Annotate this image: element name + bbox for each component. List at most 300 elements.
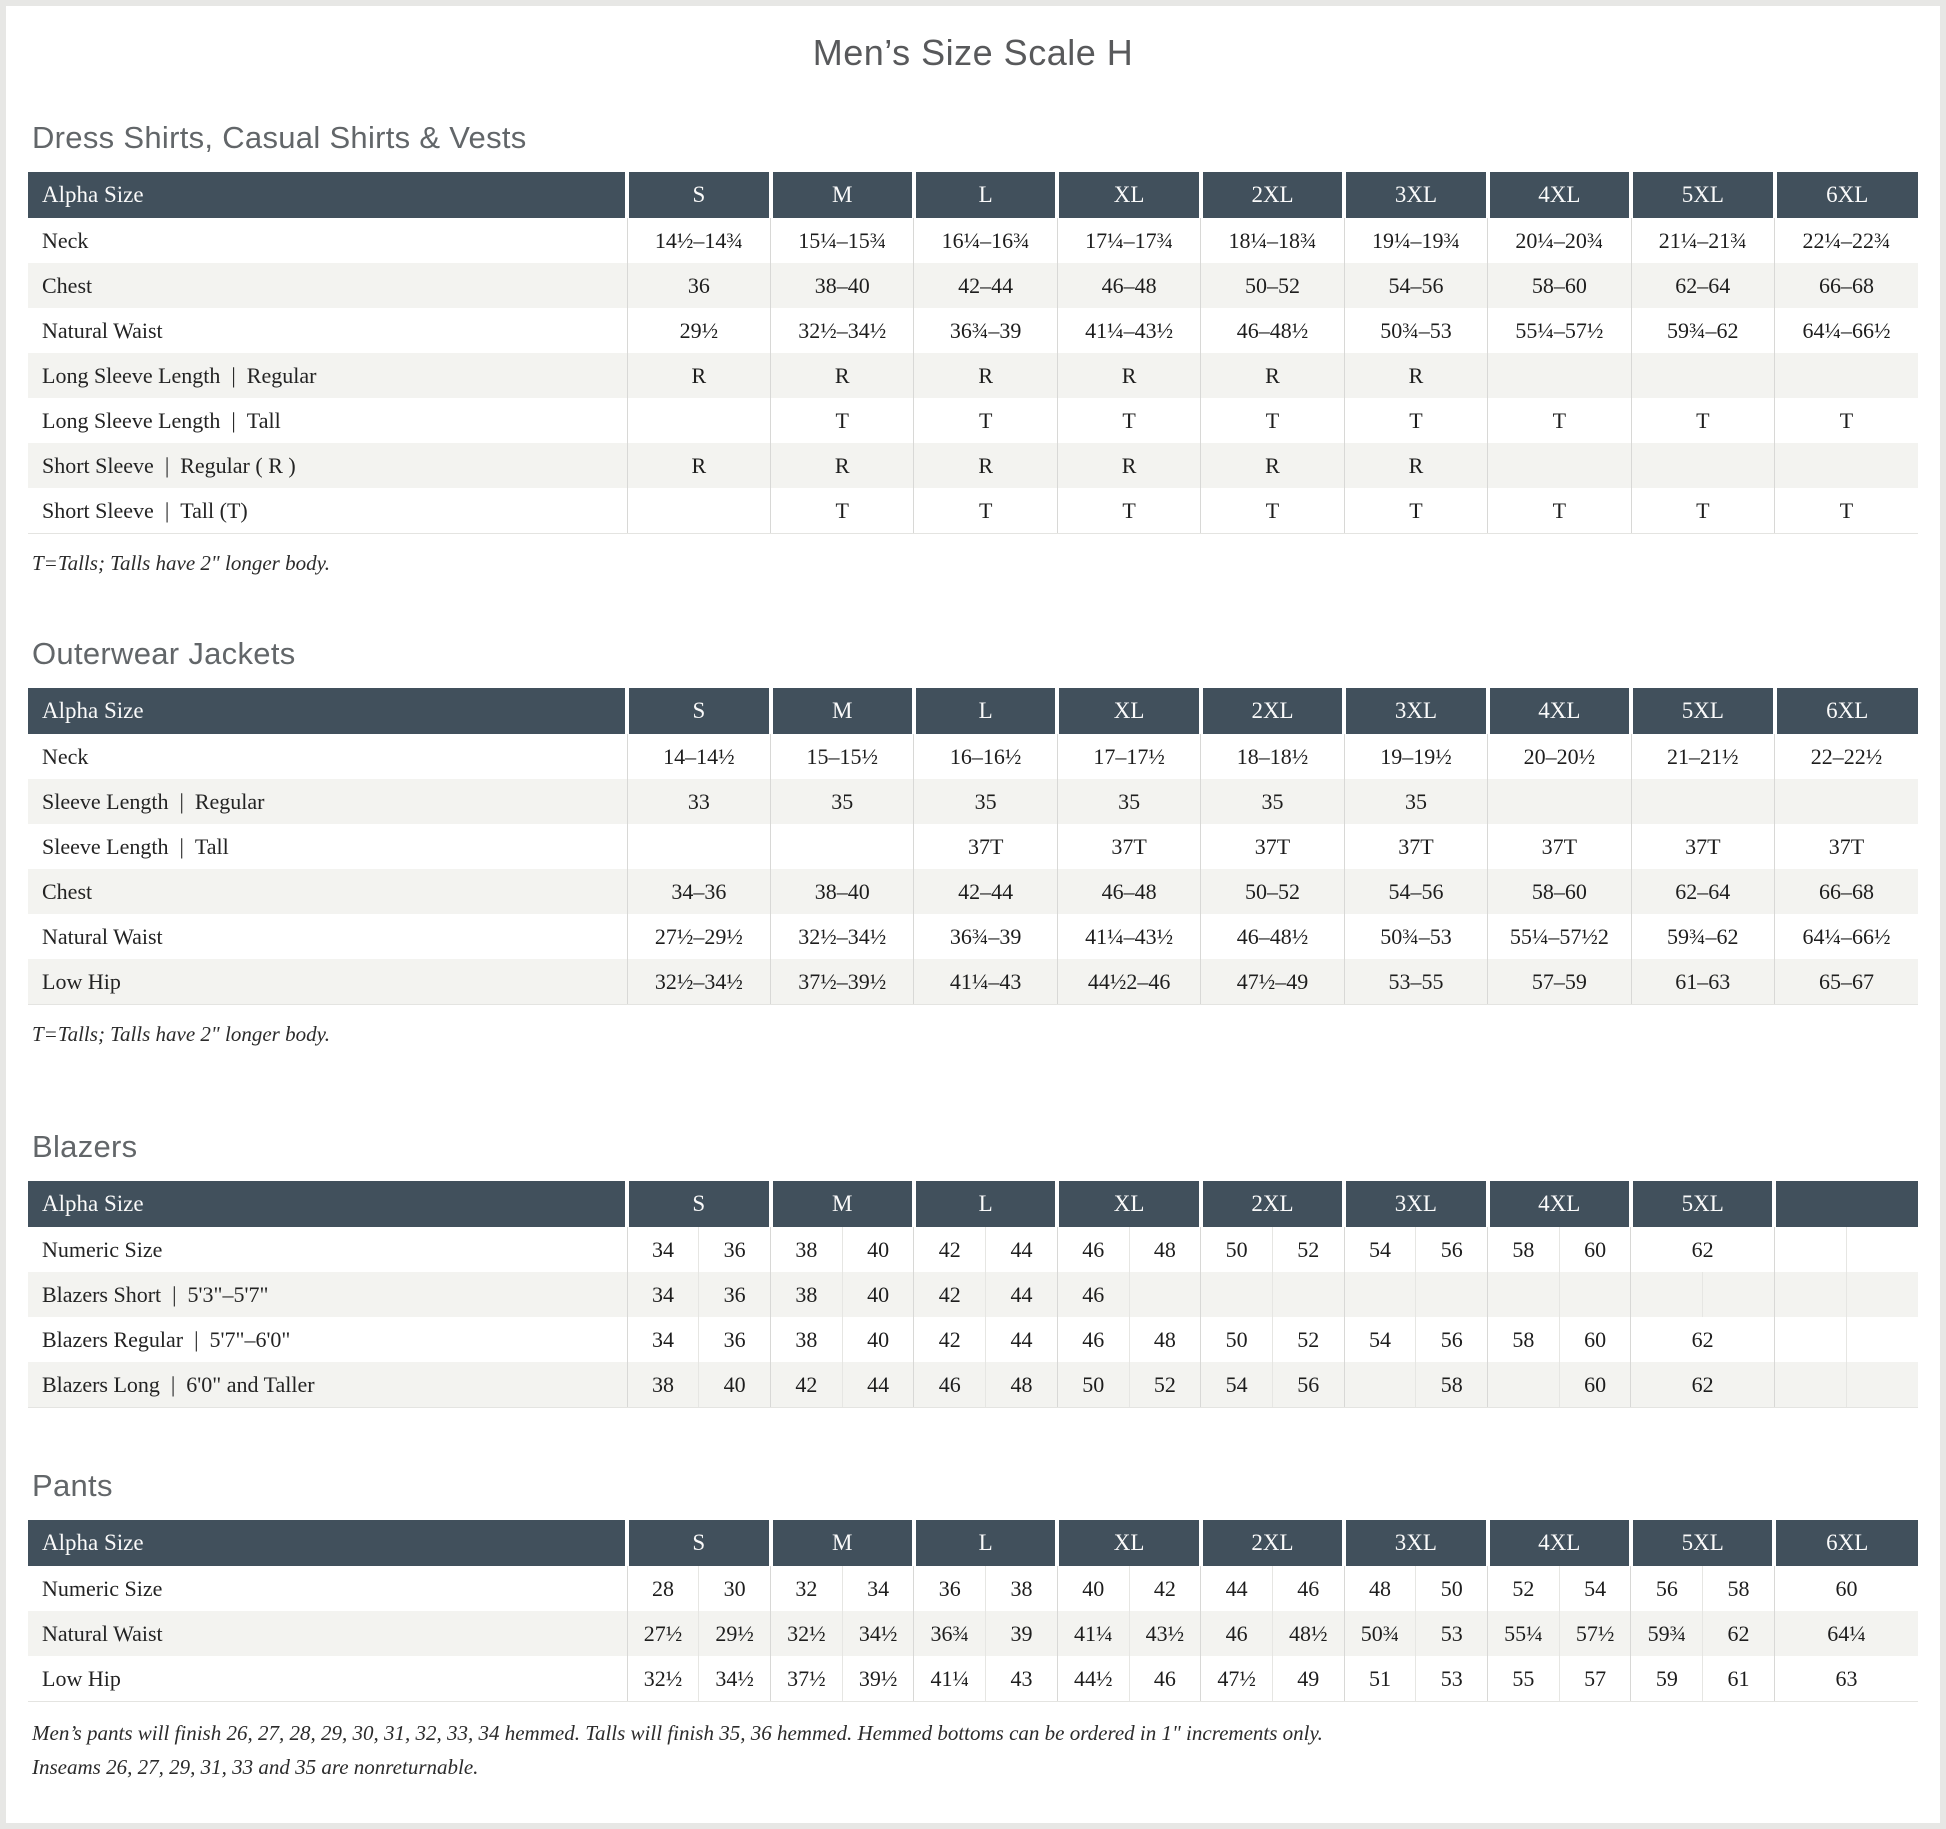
col-header: XL bbox=[1057, 172, 1200, 218]
col-header: 5XL bbox=[1631, 1520, 1774, 1566]
col-header: XL bbox=[1057, 1520, 1200, 1566]
value-cell: 55¼–57½2 bbox=[1488, 914, 1631, 959]
value-cell: 55 bbox=[1488, 1656, 1560, 1702]
table-row bbox=[28, 1611, 1918, 1656]
corner-header: Alpha Size bbox=[28, 172, 627, 218]
value-cell: 41¼ bbox=[914, 1656, 986, 1702]
section-heading: Outerwear Jackets bbox=[32, 636, 296, 671]
footnote: T=Talls; Talls have 2" longer body. bbox=[32, 551, 330, 575]
col-header: S bbox=[627, 1181, 770, 1227]
value-cell: 37T bbox=[1201, 824, 1344, 869]
value-cell: 36 bbox=[914, 1566, 986, 1611]
value-cell: 37½–39½ bbox=[771, 959, 914, 1005]
size-table-dress-shirts bbox=[28, 172, 1918, 534]
value-cell bbox=[1344, 1272, 1416, 1317]
value-cell: 50 bbox=[1057, 1362, 1129, 1408]
row-label: Blazers Short | 5'3"–5'7" bbox=[28, 1272, 627, 1317]
value-cell: R bbox=[914, 353, 1057, 398]
row-label: Numeric Size bbox=[28, 1566, 627, 1611]
value-cell: 37T bbox=[914, 824, 1057, 869]
value-cell bbox=[1416, 1272, 1488, 1317]
value-cell: 37T bbox=[1775, 824, 1919, 869]
value-cell: 32½ bbox=[627, 1656, 699, 1702]
row-label: Natural Waist bbox=[28, 1611, 627, 1656]
value-cell: 46 bbox=[1272, 1566, 1344, 1611]
value-cell: 32 bbox=[771, 1566, 843, 1611]
sections bbox=[28, 120, 1918, 1782]
value-cell: R bbox=[1344, 443, 1487, 488]
value-cell: 62–64 bbox=[1631, 869, 1774, 914]
col-header: 3XL bbox=[1344, 688, 1487, 734]
value-cell: 66–68 bbox=[1775, 263, 1919, 308]
value-cell bbox=[1559, 1272, 1631, 1317]
value-cell: T bbox=[1488, 398, 1631, 443]
value-cell: 22–22½ bbox=[1775, 734, 1919, 779]
col-header: L bbox=[914, 688, 1057, 734]
corner-header: Alpha Size bbox=[28, 688, 627, 734]
value-cell: 42 bbox=[914, 1227, 986, 1272]
value-cell: 42 bbox=[914, 1317, 986, 1362]
value-cell: 17–17½ bbox=[1057, 734, 1200, 779]
value-cell: 64¼ bbox=[1774, 1611, 1918, 1656]
value-cell: 38 bbox=[986, 1566, 1058, 1611]
table-row bbox=[28, 914, 1918, 959]
value-cell: 62–64 bbox=[1631, 263, 1774, 308]
value-cell: 36¾ bbox=[914, 1611, 986, 1656]
row-label: Natural Waist bbox=[28, 308, 627, 353]
col-header: 5XL bbox=[1631, 172, 1774, 218]
value-cell: 38 bbox=[627, 1362, 699, 1408]
value-cell: 22¼–22¾ bbox=[1775, 218, 1919, 263]
value-cell: 58 bbox=[1488, 1317, 1560, 1362]
header-row bbox=[28, 172, 1918, 218]
value-cell: T bbox=[1631, 488, 1774, 534]
value-cell: 64¼–66½ bbox=[1775, 308, 1919, 353]
value-cell: 43 bbox=[986, 1656, 1058, 1702]
footnote: T=Talls; Talls have 2" longer body. bbox=[32, 1022, 330, 1046]
table-body bbox=[28, 1227, 1918, 1408]
row-label: Neck bbox=[28, 218, 627, 263]
col-header: 6XL bbox=[1775, 688, 1919, 734]
col-header: M bbox=[771, 1181, 914, 1227]
value-cell: T bbox=[1201, 398, 1344, 443]
value-cell: 60 bbox=[1774, 1566, 1918, 1611]
value-cell: 35 bbox=[1344, 779, 1487, 824]
corner-header: Alpha Size bbox=[28, 1520, 627, 1566]
row-label: Low Hip bbox=[28, 1656, 627, 1702]
value-cell bbox=[1846, 1362, 1918, 1408]
table-row bbox=[28, 488, 1918, 534]
col-header: 3XL bbox=[1344, 1520, 1487, 1566]
value-cell: 50¾–53 bbox=[1344, 914, 1487, 959]
value-cell bbox=[771, 824, 914, 869]
row-label: Short Sleeve | Regular ( R ) bbox=[28, 443, 627, 488]
value-cell bbox=[1775, 443, 1919, 488]
size-table-outerwear bbox=[28, 688, 1918, 1005]
col-header: L bbox=[914, 172, 1057, 218]
value-cell bbox=[1775, 779, 1919, 824]
value-cell bbox=[1775, 353, 1919, 398]
value-cell: 14–14½ bbox=[627, 734, 770, 779]
value-cell: 19¼–19¾ bbox=[1344, 218, 1487, 263]
value-cell: 36¾–39 bbox=[914, 308, 1057, 353]
value-cell: 36 bbox=[699, 1317, 771, 1362]
row-label: Sleeve Length | Regular bbox=[28, 779, 627, 824]
col-header: 2XL bbox=[1201, 172, 1344, 218]
row-label: Chest bbox=[28, 869, 627, 914]
value-cell: R bbox=[1344, 353, 1487, 398]
value-cell: 50¾–53 bbox=[1344, 308, 1487, 353]
value-cell: 44 bbox=[986, 1272, 1058, 1317]
value-cell: 46 bbox=[914, 1362, 986, 1408]
value-cell: 54–56 bbox=[1344, 869, 1487, 914]
value-cell: R bbox=[771, 443, 914, 488]
value-cell: 60 bbox=[1559, 1317, 1631, 1362]
value-cell: 62 bbox=[1631, 1227, 1774, 1272]
value-cell: 37T bbox=[1488, 824, 1631, 869]
value-cell: 35 bbox=[1201, 779, 1344, 824]
header-row bbox=[28, 688, 1918, 734]
row-label: Long Sleeve Length | Tall bbox=[28, 398, 627, 443]
value-cell: 36 bbox=[627, 263, 770, 308]
value-cell: R bbox=[1057, 443, 1200, 488]
value-cell: 47½ bbox=[1201, 1656, 1273, 1702]
size-table-pants bbox=[28, 1520, 1918, 1702]
value-cell: 34 bbox=[842, 1566, 914, 1611]
value-cell bbox=[1201, 1272, 1273, 1317]
value-cell: 32½–34½ bbox=[771, 914, 914, 959]
value-cell: 53 bbox=[1416, 1611, 1488, 1656]
value-cell: 50¾ bbox=[1344, 1611, 1416, 1656]
value-cell: 16–16½ bbox=[914, 734, 1057, 779]
value-cell: 52 bbox=[1272, 1227, 1344, 1272]
corner-header: Alpha Size bbox=[28, 1181, 627, 1227]
value-cell: 48 bbox=[1344, 1566, 1416, 1611]
section-blazers bbox=[28, 1129, 1918, 1408]
value-cell: T bbox=[1775, 488, 1919, 534]
value-cell bbox=[1774, 1227, 1846, 1272]
value-cell: T bbox=[771, 488, 914, 534]
value-cell: 14½–14¾ bbox=[627, 218, 770, 263]
value-cell: 55¼ bbox=[1488, 1611, 1560, 1656]
value-cell: R bbox=[627, 443, 770, 488]
table-row bbox=[28, 824, 1918, 869]
value-cell: 46 bbox=[1201, 1611, 1273, 1656]
value-cell: 57 bbox=[1559, 1656, 1631, 1702]
value-cell: 32½–34½ bbox=[771, 308, 914, 353]
table-row bbox=[28, 398, 1918, 443]
value-cell: 37T bbox=[1057, 824, 1200, 869]
note-line: Men’s pants will finish 26, 27, 28, 29, 30, 31, 32, 33, 34 hemmed. Talls will finish 35, 36 hemmed. Hemmed bottoms can be ordered in 1" increments only. bbox=[32, 1721, 1323, 1745]
value-cell: 53 bbox=[1416, 1656, 1488, 1702]
value-cell: 59¾–62 bbox=[1631, 308, 1774, 353]
value-cell: 21–21½ bbox=[1631, 734, 1774, 779]
row-label: Long Sleeve Length | Regular bbox=[28, 353, 627, 398]
value-cell: 32½ bbox=[771, 1611, 843, 1656]
table-row bbox=[28, 1317, 1918, 1362]
table-row bbox=[28, 308, 1918, 353]
value-cell bbox=[1488, 779, 1631, 824]
value-cell: 44½ bbox=[1057, 1656, 1129, 1702]
value-cell: 35 bbox=[771, 779, 914, 824]
col-header: 2XL bbox=[1201, 688, 1344, 734]
table-row bbox=[28, 263, 1918, 308]
value-cell: 38 bbox=[771, 1272, 843, 1317]
value-cell: 34–36 bbox=[627, 869, 770, 914]
value-cell: 46 bbox=[1057, 1272, 1129, 1317]
value-cell: 16¼–16¾ bbox=[914, 218, 1057, 263]
value-cell: R bbox=[771, 353, 914, 398]
row-label: Blazers Long | 6'0" and Taller bbox=[28, 1362, 627, 1408]
value-cell: 42 bbox=[1129, 1566, 1201, 1611]
col-header: L bbox=[914, 1520, 1057, 1566]
value-cell: 53–55 bbox=[1344, 959, 1487, 1005]
value-cell: 36¾–39 bbox=[914, 914, 1057, 959]
value-cell: 40 bbox=[842, 1227, 914, 1272]
value-cell: T bbox=[1057, 398, 1200, 443]
table-head bbox=[28, 172, 1918, 218]
row-label: Blazers Regular | 5'7"–6'0" bbox=[28, 1317, 627, 1362]
col-header: S bbox=[627, 688, 770, 734]
value-cell: 39 bbox=[986, 1611, 1058, 1656]
value-cell: 46–48½ bbox=[1201, 308, 1344, 353]
value-cell: T bbox=[771, 398, 914, 443]
table-head bbox=[28, 1520, 1918, 1566]
value-cell bbox=[1846, 1272, 1918, 1317]
section-heading: Dress Shirts, Casual Shirts & Vests bbox=[32, 120, 527, 155]
value-cell: 63 bbox=[1774, 1656, 1918, 1702]
value-cell: 54–56 bbox=[1344, 263, 1487, 308]
value-cell bbox=[1774, 1317, 1846, 1362]
value-cell bbox=[1272, 1272, 1344, 1317]
value-cell: 39½ bbox=[842, 1656, 914, 1702]
value-cell: 50–52 bbox=[1201, 869, 1344, 914]
value-cell: 46 bbox=[1129, 1656, 1201, 1702]
value-cell: 37T bbox=[1631, 824, 1774, 869]
table-head bbox=[28, 688, 1918, 734]
value-cell bbox=[1631, 779, 1774, 824]
value-cell: 15¼–15¾ bbox=[771, 218, 914, 263]
value-cell: 48½ bbox=[1272, 1611, 1344, 1656]
value-cell: 41¼–43½ bbox=[1057, 914, 1200, 959]
value-cell: T bbox=[1775, 398, 1919, 443]
value-cell: 54 bbox=[1559, 1566, 1631, 1611]
value-cell: 29½ bbox=[627, 308, 770, 353]
value-cell: R bbox=[914, 443, 1057, 488]
value-cell: 38–40 bbox=[771, 263, 914, 308]
value-cell bbox=[1488, 1272, 1560, 1317]
value-cell: 46 bbox=[1057, 1317, 1129, 1362]
value-cell: 57–59 bbox=[1488, 959, 1631, 1005]
row-label: Neck bbox=[28, 734, 627, 779]
value-cell bbox=[1631, 443, 1774, 488]
value-cell: 58 bbox=[1488, 1227, 1560, 1272]
table-row bbox=[28, 218, 1918, 263]
value-cell: 62 bbox=[1631, 1317, 1774, 1362]
value-cell: 49 bbox=[1272, 1656, 1344, 1702]
value-cell: T bbox=[1344, 398, 1487, 443]
value-cell: 35 bbox=[914, 779, 1057, 824]
value-cell: 36 bbox=[699, 1272, 771, 1317]
value-cell: 18–18½ bbox=[1201, 734, 1344, 779]
value-cell: 37½ bbox=[771, 1656, 843, 1702]
value-cell: 62 bbox=[1631, 1362, 1774, 1408]
table-body bbox=[28, 734, 1918, 1005]
col-header: 3XL bbox=[1344, 172, 1487, 218]
value-cell bbox=[1631, 1272, 1703, 1317]
value-cell: 38–40 bbox=[771, 869, 914, 914]
section-pants bbox=[28, 1468, 1918, 1782]
size-chart-page bbox=[6, 32, 1940, 1782]
value-cell: R bbox=[1201, 353, 1344, 398]
note-line: Inseams 26, 27, 29, 31, 33 and 35 are nonreturnable. bbox=[32, 1755, 479, 1779]
value-cell bbox=[1846, 1317, 1918, 1362]
value-cell: 29½ bbox=[699, 1611, 771, 1656]
value-cell: 46–48 bbox=[1057, 263, 1200, 308]
value-cell bbox=[1846, 1227, 1918, 1272]
row-label: Short Sleeve | Tall (T) bbox=[28, 488, 627, 534]
value-cell: 48 bbox=[1129, 1317, 1201, 1362]
value-cell: 60 bbox=[1559, 1362, 1631, 1408]
value-cell: 50–52 bbox=[1201, 263, 1344, 308]
col-header: S bbox=[627, 1520, 770, 1566]
value-cell: 33 bbox=[627, 779, 770, 824]
value-cell: 38 bbox=[771, 1317, 843, 1362]
table-row bbox=[28, 1227, 1918, 1272]
col-header: 4XL bbox=[1488, 1520, 1631, 1566]
table-row bbox=[28, 1656, 1918, 1702]
col-header: L bbox=[914, 1181, 1057, 1227]
value-cell: 59 bbox=[1631, 1656, 1703, 1702]
value-cell: T bbox=[914, 398, 1057, 443]
header-row bbox=[28, 1181, 1918, 1227]
value-cell: 44 bbox=[842, 1362, 914, 1408]
section-dress-shirts bbox=[28, 120, 1918, 578]
value-cell bbox=[627, 488, 770, 534]
value-cell: 58 bbox=[1703, 1566, 1775, 1611]
table-row bbox=[28, 1566, 1918, 1611]
value-cell: 30 bbox=[699, 1566, 771, 1611]
value-cell: 66–68 bbox=[1775, 869, 1919, 914]
value-cell: 42–44 bbox=[914, 263, 1057, 308]
value-cell: 47½–49 bbox=[1201, 959, 1344, 1005]
value-cell: 50 bbox=[1201, 1317, 1273, 1362]
value-cell: 42–44 bbox=[914, 869, 1057, 914]
row-label: Sleeve Length | Tall bbox=[28, 824, 627, 869]
value-cell: 40 bbox=[842, 1317, 914, 1362]
value-cell: 28 bbox=[627, 1566, 699, 1611]
value-cell: 34½ bbox=[699, 1656, 771, 1702]
value-cell: 44 bbox=[986, 1227, 1058, 1272]
value-cell: 40 bbox=[699, 1362, 771, 1408]
value-cell: 42 bbox=[771, 1362, 843, 1408]
value-cell: 54 bbox=[1344, 1317, 1416, 1362]
value-cell bbox=[1344, 1362, 1416, 1408]
header-row bbox=[28, 1520, 1918, 1566]
value-cell: 20¼–20¾ bbox=[1488, 218, 1631, 263]
value-cell: 21¼–21¾ bbox=[1631, 218, 1774, 263]
value-cell: T bbox=[1488, 488, 1631, 534]
value-cell: R bbox=[627, 353, 770, 398]
col-header: S bbox=[627, 172, 770, 218]
col-header: XL bbox=[1057, 688, 1200, 734]
value-cell bbox=[627, 398, 770, 443]
value-cell: T bbox=[1201, 488, 1344, 534]
col-header: 6XL bbox=[1774, 1520, 1918, 1566]
value-cell: 61–63 bbox=[1631, 959, 1774, 1005]
value-cell: 37T bbox=[1344, 824, 1487, 869]
value-cell: 41¼–43 bbox=[914, 959, 1057, 1005]
value-cell: R bbox=[1057, 353, 1200, 398]
row-label: Chest bbox=[28, 263, 627, 308]
value-cell: T bbox=[1344, 488, 1487, 534]
value-cell: 50 bbox=[1416, 1566, 1488, 1611]
table-row bbox=[28, 443, 1918, 488]
value-cell bbox=[1488, 443, 1631, 488]
table-row bbox=[28, 959, 1918, 1005]
col-header bbox=[1774, 1181, 1918, 1227]
value-cell: 58–60 bbox=[1488, 263, 1631, 308]
col-header: M bbox=[771, 172, 914, 218]
value-cell: 41¼ bbox=[1057, 1611, 1129, 1656]
col-header: 4XL bbox=[1488, 1181, 1631, 1227]
col-header: 2XL bbox=[1201, 1520, 1344, 1566]
table-row bbox=[28, 869, 1918, 914]
table-head bbox=[28, 1181, 1918, 1227]
table-row bbox=[28, 779, 1918, 824]
col-header: 5XL bbox=[1631, 1181, 1774, 1227]
value-cell: 17¼–17¾ bbox=[1057, 218, 1200, 263]
table-row bbox=[28, 353, 1918, 398]
value-cell: 34 bbox=[627, 1227, 699, 1272]
value-cell: 51 bbox=[1344, 1656, 1416, 1702]
value-cell: T bbox=[1631, 398, 1774, 443]
table-body bbox=[28, 218, 1918, 534]
value-cell: 34 bbox=[627, 1272, 699, 1317]
value-cell bbox=[1488, 353, 1631, 398]
value-cell: 20–20½ bbox=[1488, 734, 1631, 779]
col-header: XL bbox=[1057, 1181, 1200, 1227]
value-cell bbox=[1129, 1272, 1201, 1317]
value-cell: 43½ bbox=[1129, 1611, 1201, 1656]
value-cell: 58–60 bbox=[1488, 869, 1631, 914]
value-cell: 62 bbox=[1703, 1611, 1775, 1656]
value-cell: 56 bbox=[1416, 1227, 1488, 1272]
value-cell: 46–48½ bbox=[1201, 914, 1344, 959]
table-body bbox=[28, 1566, 1918, 1702]
value-cell: 40 bbox=[1057, 1566, 1129, 1611]
value-cell: 15–15½ bbox=[771, 734, 914, 779]
col-header: M bbox=[771, 688, 914, 734]
col-header: 4XL bbox=[1488, 172, 1631, 218]
value-cell bbox=[1774, 1362, 1846, 1408]
value-cell: 27½–29½ bbox=[627, 914, 770, 959]
value-cell: 18¼–18¾ bbox=[1201, 218, 1344, 263]
value-cell: 52 bbox=[1129, 1362, 1201, 1408]
value-cell: 59¾–62 bbox=[1631, 914, 1774, 959]
value-cell: 56 bbox=[1272, 1362, 1344, 1408]
col-header: 2XL bbox=[1201, 1181, 1344, 1227]
section-heading: Blazers bbox=[32, 1129, 138, 1164]
value-cell: 55¼–57½ bbox=[1488, 308, 1631, 353]
value-cell: 32½–34½ bbox=[627, 959, 770, 1005]
section-heading: Pants bbox=[32, 1468, 113, 1503]
value-cell: 19–19½ bbox=[1344, 734, 1487, 779]
value-cell: 44 bbox=[1201, 1566, 1273, 1611]
value-cell: 65–67 bbox=[1775, 959, 1919, 1005]
value-cell: 38 bbox=[771, 1227, 843, 1272]
value-cell: 52 bbox=[1488, 1566, 1560, 1611]
